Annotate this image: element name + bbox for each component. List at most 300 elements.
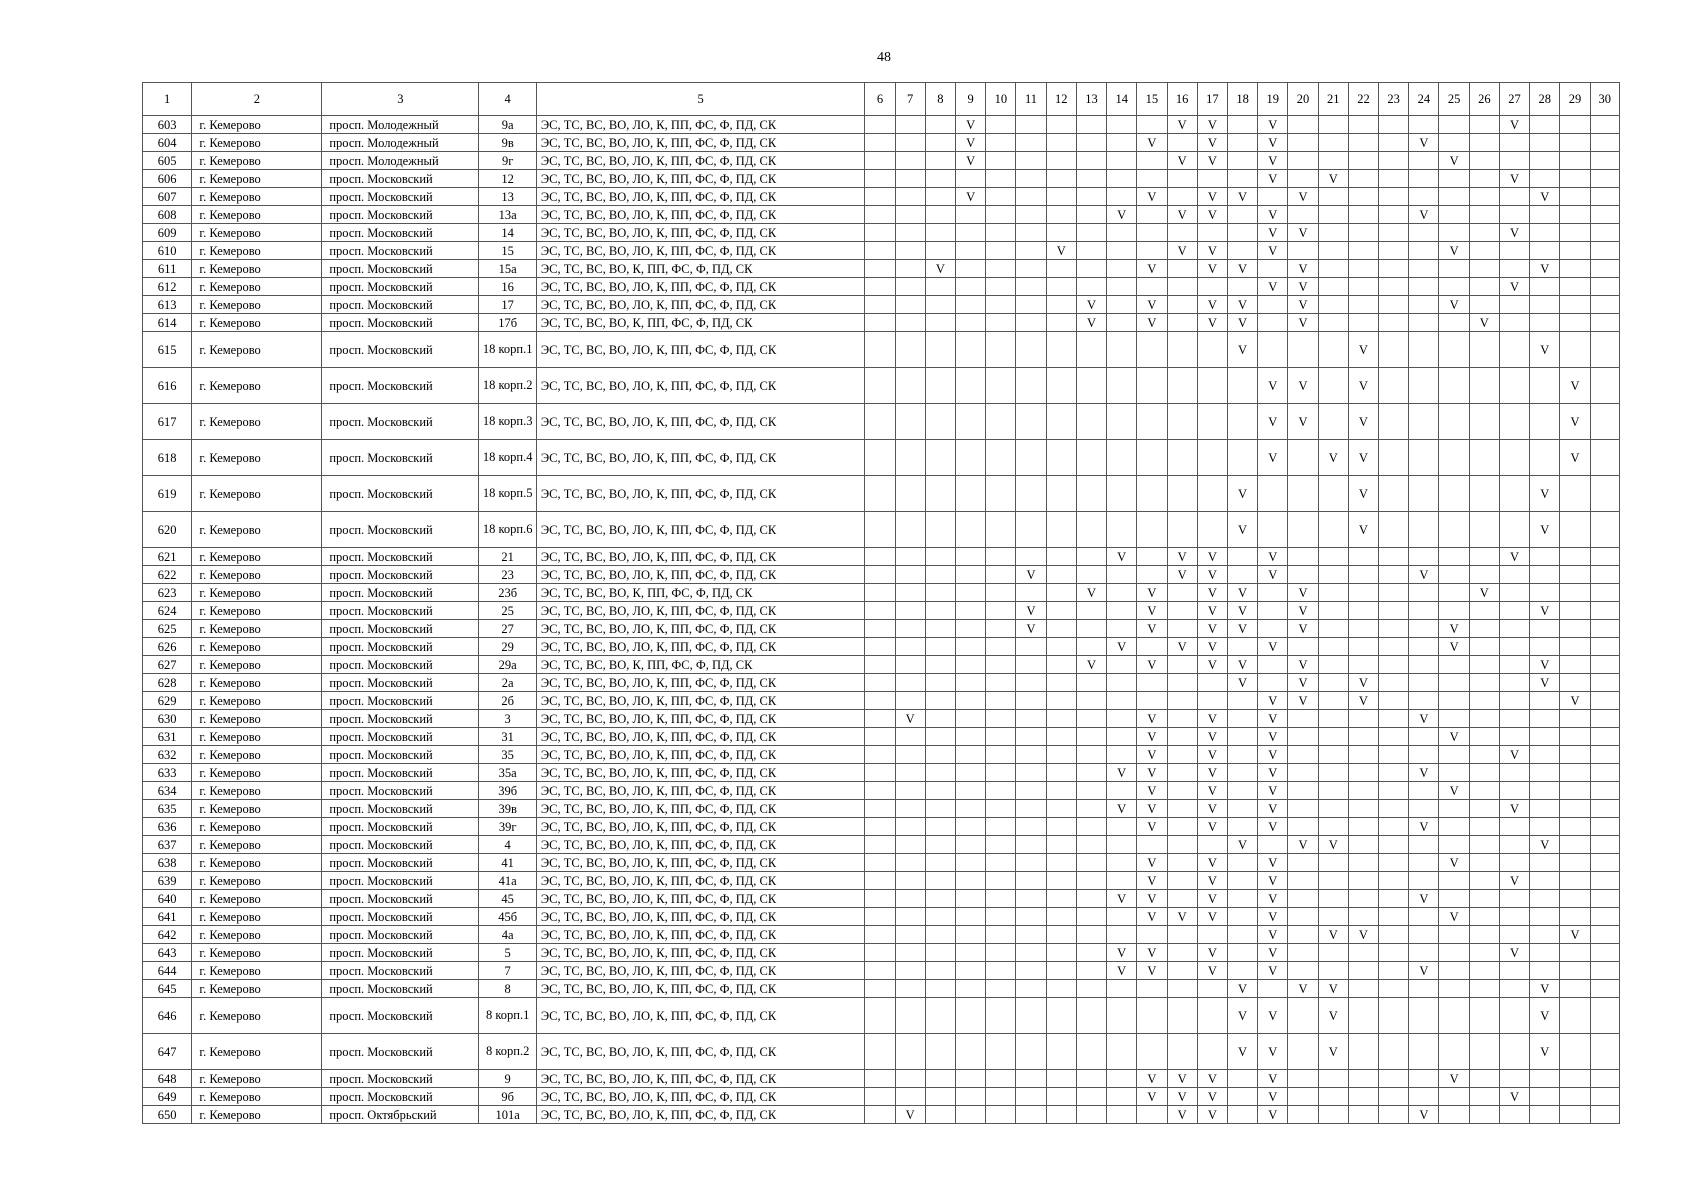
- mark-cell-col-14: [1107, 836, 1137, 854]
- mark-cell-col-15: [1137, 170, 1167, 188]
- mark-cell-col-19: V: [1258, 1106, 1288, 1124]
- mark-cell-col-13: [1076, 566, 1106, 584]
- mark-cell-col-13: [1076, 710, 1106, 728]
- mark-cell-col-19: [1258, 602, 1288, 620]
- mark-cell-col-30: [1590, 566, 1619, 584]
- mark-cell-col-8: [925, 746, 955, 764]
- mark-cell-col-21: [1318, 1070, 1348, 1088]
- mark-cell-col-30: [1590, 602, 1619, 620]
- mark-cell-col-18: V: [1227, 512, 1257, 548]
- mark-cell-col-18: V: [1227, 836, 1257, 854]
- mark-cell-col-29: [1560, 962, 1590, 980]
- street-cell: просп. Московский: [322, 188, 479, 206]
- mark-cell-col-12: [1046, 440, 1076, 476]
- mark-cell-col-20: [1288, 962, 1318, 980]
- mark-cell-col-27: V: [1499, 872, 1529, 890]
- mark-cell-col-28: [1530, 1106, 1560, 1124]
- mark-cell-col-28: [1530, 584, 1560, 602]
- mark-cell-col-10: [986, 368, 1016, 404]
- city-cell: г. Кемерово: [192, 620, 322, 638]
- mark-cell-col-11: [1016, 170, 1046, 188]
- mark-cell-col-8: [925, 764, 955, 782]
- mark-cell-col-25: [1439, 836, 1469, 854]
- mark-cell-col-21: [1318, 602, 1348, 620]
- mark-cell-col-16: [1167, 170, 1197, 188]
- street-cell: просп. Московский: [322, 224, 479, 242]
- mark-cell-col-16: [1167, 782, 1197, 800]
- data-table: [142, 82, 1620, 1124]
- mark-cell-col-26: [1469, 512, 1499, 548]
- mark-cell-col-15: [1137, 692, 1167, 710]
- mark-cell-col-12: [1046, 260, 1076, 278]
- mark-cell-col-7: [895, 818, 925, 836]
- mark-cell-col-8: [925, 1070, 955, 1088]
- table-row: [143, 656, 1620, 674]
- mark-cell-col-28: V: [1530, 980, 1560, 998]
- mark-cell-col-29: [1560, 854, 1590, 872]
- row-number-cell: 619: [143, 476, 192, 512]
- mark-cell-col-29: [1560, 872, 1590, 890]
- mark-cell-col-12: [1046, 728, 1076, 746]
- mark-cell-col-28: [1530, 548, 1560, 566]
- services-cell: ЭС, ТС, ВС, ВО, ЛО, К, ПП, ФС, Ф, ПД, СК: [536, 170, 864, 188]
- mark-cell-col-22: V: [1348, 692, 1378, 710]
- mark-cell-col-29: [1560, 818, 1590, 836]
- mark-cell-col-20: [1288, 476, 1318, 512]
- mark-cell-col-24: V: [1409, 764, 1439, 782]
- mark-cell-col-19: V: [1258, 170, 1288, 188]
- column-header-30: 30: [1590, 83, 1619, 116]
- services-cell: ЭС, ТС, ВС, ВО, ЛО, К, ПП, ФС, Ф, ПД, СК: [536, 764, 864, 782]
- street-cell: просп. Московский: [322, 692, 479, 710]
- mark-cell-col-27: [1499, 404, 1529, 440]
- mark-cell-col-25: [1439, 674, 1469, 692]
- mark-cell-col-24: [1409, 1088, 1439, 1106]
- mark-cell-col-7: [895, 206, 925, 224]
- mark-cell-col-19: V: [1258, 890, 1288, 908]
- mark-cell-col-18: V: [1227, 620, 1257, 638]
- mark-cell-col-29: [1560, 134, 1590, 152]
- mark-cell-col-11: [1016, 656, 1046, 674]
- mark-cell-col-25: [1439, 224, 1469, 242]
- street-cell: просп. Октябрьский: [322, 1106, 479, 1124]
- mark-cell-col-13: [1076, 368, 1106, 404]
- mark-cell-col-19: V: [1258, 854, 1288, 872]
- mark-cell-col-17: [1197, 998, 1227, 1034]
- mark-cell-col-18: [1227, 1088, 1257, 1106]
- mark-cell-col-24: [1409, 602, 1439, 620]
- mark-cell-col-25: [1439, 584, 1469, 602]
- mark-cell-col-20: V: [1288, 980, 1318, 998]
- mark-cell-col-17: [1197, 404, 1227, 440]
- mark-cell-col-8: [925, 980, 955, 998]
- row-number-cell: 611: [143, 260, 192, 278]
- street-cell: просп. Московский: [322, 800, 479, 818]
- mark-cell-col-20: V: [1288, 224, 1318, 242]
- mark-cell-col-6: [865, 674, 895, 692]
- city-cell: г. Кемерово: [192, 206, 322, 224]
- mark-cell-col-7: [895, 170, 925, 188]
- mark-cell-col-28: V: [1530, 1034, 1560, 1070]
- mark-cell-col-9: [955, 872, 985, 890]
- mark-cell-col-22: [1348, 998, 1378, 1034]
- mark-cell-col-20: [1288, 1088, 1318, 1106]
- mark-cell-col-7: [895, 980, 925, 998]
- services-cell: ЭС, ТС, ВС, ВО, ЛО, К, ПП, ФС, Ф, ПД, СК: [536, 476, 864, 512]
- mark-cell-col-6: [865, 566, 895, 584]
- mark-cell-col-28: [1530, 296, 1560, 314]
- row-number-cell: 629: [143, 692, 192, 710]
- services-cell: ЭС, ТС, ВС, ВО, К, ПП, ФС, Ф, ПД, СК: [536, 260, 864, 278]
- mark-cell-col-28: V: [1530, 512, 1560, 548]
- mark-cell-col-26: [1469, 548, 1499, 566]
- city-cell: г. Кемерово: [192, 872, 322, 890]
- mark-cell-col-21: [1318, 620, 1348, 638]
- mark-cell-col-12: [1046, 1088, 1076, 1106]
- mark-cell-col-15: [1137, 1034, 1167, 1070]
- mark-cell-col-25: [1439, 656, 1469, 674]
- mark-cell-col-8: [925, 782, 955, 800]
- mark-cell-col-30: [1590, 890, 1619, 908]
- mark-cell-col-23: [1379, 260, 1409, 278]
- mark-cell-col-6: [865, 1106, 895, 1124]
- mark-cell-col-21: [1318, 692, 1348, 710]
- mark-cell-col-18: V: [1227, 1034, 1257, 1070]
- mark-cell-col-16: [1167, 314, 1197, 332]
- mark-cell-col-28: [1530, 926, 1560, 944]
- mark-cell-col-23: [1379, 764, 1409, 782]
- row-number-cell: 609: [143, 224, 192, 242]
- mark-cell-col-20: [1288, 944, 1318, 962]
- house-cell: 15: [479, 242, 536, 260]
- mark-cell-col-8: [925, 1106, 955, 1124]
- table-row: [143, 278, 1620, 296]
- mark-cell-col-15: V: [1137, 908, 1167, 926]
- mark-cell-col-29: [1560, 548, 1590, 566]
- mark-cell-col-28: [1530, 206, 1560, 224]
- mark-cell-col-19: V: [1258, 710, 1288, 728]
- mark-cell-col-29: [1560, 566, 1590, 584]
- mark-cell-col-6: [865, 890, 895, 908]
- mark-cell-col-26: [1469, 818, 1499, 836]
- street-cell: просп. Московский: [322, 890, 479, 908]
- mark-cell-col-9: [955, 836, 985, 854]
- mark-cell-col-24: [1409, 404, 1439, 440]
- mark-cell-col-7: [895, 854, 925, 872]
- mark-cell-col-19: V: [1258, 224, 1288, 242]
- mark-cell-col-6: [865, 944, 895, 962]
- mark-cell-col-19: V: [1258, 692, 1288, 710]
- mark-cell-col-19: [1258, 620, 1288, 638]
- mark-cell-col-7: [895, 134, 925, 152]
- mark-cell-col-7: [895, 566, 925, 584]
- mark-cell-col-13: [1076, 404, 1106, 440]
- mark-cell-col-20: [1288, 872, 1318, 890]
- mark-cell-col-6: [865, 296, 895, 314]
- mark-cell-col-30: [1590, 152, 1619, 170]
- mark-cell-col-16: [1167, 584, 1197, 602]
- mark-cell-col-28: [1530, 710, 1560, 728]
- mark-cell-col-13: [1076, 602, 1106, 620]
- mark-cell-col-24: [1409, 1070, 1439, 1088]
- mark-cell-col-18: [1227, 854, 1257, 872]
- column-header-4: 4: [479, 83, 536, 116]
- mark-cell-col-6: [865, 872, 895, 890]
- mark-cell-col-24: [1409, 908, 1439, 926]
- mark-cell-col-10: [986, 998, 1016, 1034]
- mark-cell-col-19: V: [1258, 746, 1288, 764]
- house-cell: 2а: [479, 674, 536, 692]
- house-cell: 29а: [479, 656, 536, 674]
- row-number-cell: 612: [143, 278, 192, 296]
- mark-cell-col-18: [1227, 404, 1257, 440]
- mark-cell-col-18: [1227, 566, 1257, 584]
- mark-cell-col-14: [1107, 926, 1137, 944]
- column-header-1: 1: [143, 83, 192, 116]
- city-cell: г. Кемерово: [192, 836, 322, 854]
- mark-cell-col-25: V: [1439, 296, 1469, 314]
- mark-cell-col-12: [1046, 152, 1076, 170]
- services-cell: ЭС, ТС, ВС, ВО, ЛО, К, ПП, ФС, Ф, ПД, СК: [536, 728, 864, 746]
- house-cell: 29: [479, 638, 536, 656]
- mark-cell-col-19: V: [1258, 278, 1288, 296]
- column-header-9: 9: [955, 83, 985, 116]
- mark-cell-col-14: [1107, 116, 1137, 134]
- mark-cell-col-16: [1167, 1034, 1197, 1070]
- mark-cell-col-9: V: [955, 134, 985, 152]
- mark-cell-col-25: V: [1439, 728, 1469, 746]
- mark-cell-col-26: [1469, 656, 1499, 674]
- row-number-cell: 605: [143, 152, 192, 170]
- mark-cell-col-26: [1469, 1070, 1499, 1088]
- mark-cell-col-26: [1469, 1034, 1499, 1070]
- city-cell: г. Кемерово: [192, 260, 322, 278]
- mark-cell-col-29: [1560, 1034, 1590, 1070]
- mark-cell-col-12: [1046, 314, 1076, 332]
- column-header-14: 14: [1107, 83, 1137, 116]
- mark-cell-col-10: [986, 566, 1016, 584]
- mark-cell-col-22: V: [1348, 332, 1378, 368]
- mark-cell-col-15: V: [1137, 1088, 1167, 1106]
- mark-cell-col-25: [1439, 962, 1469, 980]
- mark-cell-col-6: [865, 764, 895, 782]
- mark-cell-col-11: [1016, 242, 1046, 260]
- mark-cell-col-10: [986, 836, 1016, 854]
- mark-cell-col-25: [1439, 692, 1469, 710]
- city-cell: г. Кемерово: [192, 1034, 322, 1070]
- mark-cell-col-21: V: [1318, 836, 1348, 854]
- mark-cell-col-25: V: [1439, 620, 1469, 638]
- mark-cell-col-10: [986, 620, 1016, 638]
- table-row: [143, 188, 1620, 206]
- mark-cell-col-8: [925, 728, 955, 746]
- mark-cell-col-23: [1379, 584, 1409, 602]
- mark-cell-col-20: [1288, 134, 1318, 152]
- city-cell: г. Кемерово: [192, 170, 322, 188]
- mark-cell-col-6: [865, 800, 895, 818]
- mark-cell-col-12: [1046, 800, 1076, 818]
- mark-cell-col-13: [1076, 872, 1106, 890]
- mark-cell-col-13: [1076, 854, 1106, 872]
- mark-cell-col-21: [1318, 332, 1348, 368]
- mark-cell-col-24: [1409, 800, 1439, 818]
- mark-cell-col-9: [955, 890, 985, 908]
- street-cell: просп. Московский: [322, 710, 479, 728]
- mark-cell-col-27: V: [1499, 116, 1529, 134]
- mark-cell-col-6: [865, 836, 895, 854]
- mark-cell-col-23: [1379, 116, 1409, 134]
- city-cell: г. Кемерово: [192, 368, 322, 404]
- mark-cell-col-8: [925, 404, 955, 440]
- mark-cell-col-28: [1530, 854, 1560, 872]
- mark-cell-col-6: [865, 1034, 895, 1070]
- mark-cell-col-15: V: [1137, 710, 1167, 728]
- table-row: [143, 584, 1620, 602]
- mark-cell-col-14: [1107, 980, 1137, 998]
- mark-cell-col-19: V: [1258, 152, 1288, 170]
- mark-cell-col-20: V: [1288, 836, 1318, 854]
- mark-cell-col-29: [1560, 746, 1590, 764]
- street-cell: просп. Московский: [322, 980, 479, 998]
- mark-cell-col-23: [1379, 890, 1409, 908]
- mark-cell-col-27: [1499, 206, 1529, 224]
- mark-cell-col-25: [1439, 404, 1469, 440]
- mark-cell-col-13: [1076, 944, 1106, 962]
- column-header-5: 5: [536, 83, 864, 116]
- mark-cell-col-12: [1046, 710, 1076, 728]
- mark-cell-col-24: [1409, 224, 1439, 242]
- mark-cell-col-20: [1288, 1106, 1318, 1124]
- mark-cell-col-26: [1469, 890, 1499, 908]
- mark-cell-col-26: [1469, 476, 1499, 512]
- mark-cell-col-21: [1318, 638, 1348, 656]
- mark-cell-col-10: [986, 584, 1016, 602]
- mark-cell-col-27: [1499, 692, 1529, 710]
- mark-cell-col-22: [1348, 602, 1378, 620]
- mark-cell-col-15: V: [1137, 746, 1167, 764]
- mark-cell-col-13: [1076, 692, 1106, 710]
- mark-cell-col-11: [1016, 872, 1046, 890]
- mark-cell-col-26: [1469, 998, 1499, 1034]
- mark-cell-col-29: [1560, 332, 1590, 368]
- mark-cell-col-28: [1530, 152, 1560, 170]
- mark-cell-col-24: [1409, 728, 1439, 746]
- mark-cell-col-23: [1379, 944, 1409, 962]
- house-cell: 2б: [479, 692, 536, 710]
- street-cell: просп. Московский: [322, 260, 479, 278]
- mark-cell-col-6: [865, 332, 895, 368]
- mark-cell-col-16: [1167, 260, 1197, 278]
- mark-cell-col-10: [986, 1070, 1016, 1088]
- mark-cell-col-9: [955, 314, 985, 332]
- mark-cell-col-23: [1379, 746, 1409, 764]
- street-cell: просп. Московский: [322, 998, 479, 1034]
- house-cell: 27: [479, 620, 536, 638]
- mark-cell-col-26: [1469, 368, 1499, 404]
- mark-cell-col-18: [1227, 782, 1257, 800]
- mark-cell-col-30: [1590, 548, 1619, 566]
- mark-cell-col-9: [955, 638, 985, 656]
- mark-cell-col-7: [895, 872, 925, 890]
- mark-cell-col-24: [1409, 170, 1439, 188]
- mark-cell-col-10: [986, 134, 1016, 152]
- mark-cell-col-8: [925, 674, 955, 692]
- mark-cell-col-11: [1016, 818, 1046, 836]
- mark-cell-col-10: [986, 170, 1016, 188]
- mark-cell-col-21: [1318, 584, 1348, 602]
- mark-cell-col-15: [1137, 836, 1167, 854]
- mark-cell-col-30: [1590, 440, 1619, 476]
- mark-cell-col-11: [1016, 260, 1046, 278]
- mark-cell-col-15: [1137, 674, 1167, 692]
- mark-cell-col-11: [1016, 476, 1046, 512]
- mark-cell-col-24: V: [1409, 818, 1439, 836]
- mark-cell-col-7: [895, 224, 925, 242]
- mark-cell-col-19: V: [1258, 962, 1288, 980]
- street-cell: просп. Московский: [322, 962, 479, 980]
- mark-cell-col-22: [1348, 710, 1378, 728]
- mark-cell-col-11: [1016, 548, 1046, 566]
- city-cell: г. Кемерово: [192, 242, 322, 260]
- mark-cell-col-6: [865, 584, 895, 602]
- mark-cell-col-21: [1318, 404, 1348, 440]
- mark-cell-col-6: [865, 926, 895, 944]
- table-row: [143, 242, 1620, 260]
- mark-cell-col-16: V: [1167, 152, 1197, 170]
- mark-cell-col-23: [1379, 242, 1409, 260]
- city-cell: г. Кемерово: [192, 548, 322, 566]
- mark-cell-col-14: [1107, 152, 1137, 170]
- house-cell: 17б: [479, 314, 536, 332]
- mark-cell-col-28: [1530, 728, 1560, 746]
- street-cell: просп. Московский: [322, 1088, 479, 1106]
- house-cell: 8: [479, 980, 536, 998]
- row-number-cell: 633: [143, 764, 192, 782]
- row-number-cell: 631: [143, 728, 192, 746]
- mark-cell-col-14: [1107, 692, 1137, 710]
- mark-cell-col-26: [1469, 962, 1499, 980]
- mark-cell-col-18: [1227, 242, 1257, 260]
- mark-cell-col-28: [1530, 638, 1560, 656]
- services-cell: ЭС, ТС, ВС, ВО, ЛО, К, ПП, ФС, Ф, ПД, СК: [536, 962, 864, 980]
- city-cell: г. Кемерово: [192, 1088, 322, 1106]
- mark-cell-col-29: [1560, 584, 1590, 602]
- mark-cell-col-30: [1590, 962, 1619, 980]
- house-cell: 17: [479, 296, 536, 314]
- table-row: [143, 116, 1620, 134]
- mark-cell-col-8: [925, 134, 955, 152]
- mark-cell-col-10: [986, 818, 1016, 836]
- services-cell: ЭС, ТС, ВС, ВО, ЛО, К, ПП, ФС, Ф, ПД, СК: [536, 512, 864, 548]
- mark-cell-col-17: V: [1197, 944, 1227, 962]
- mark-cell-col-15: [1137, 152, 1167, 170]
- mark-cell-col-7: [895, 890, 925, 908]
- mark-cell-col-18: V: [1227, 476, 1257, 512]
- mark-cell-col-24: [1409, 332, 1439, 368]
- services-cell: ЭС, ТС, ВС, ВО, ЛО, К, ПП, ФС, Ф, ПД, СК: [536, 1106, 864, 1124]
- mark-cell-col-6: [865, 656, 895, 674]
- mark-cell-col-12: [1046, 1106, 1076, 1124]
- mark-cell-col-6: [865, 692, 895, 710]
- mark-cell-col-29: [1560, 170, 1590, 188]
- row-number-cell: 606: [143, 170, 192, 188]
- mark-cell-col-16: [1167, 440, 1197, 476]
- mark-cell-col-15: V: [1137, 890, 1167, 908]
- mark-cell-col-21: [1318, 224, 1348, 242]
- mark-cell-col-10: [986, 224, 1016, 242]
- mark-cell-col-19: V: [1258, 404, 1288, 440]
- mark-cell-col-28: [1530, 800, 1560, 818]
